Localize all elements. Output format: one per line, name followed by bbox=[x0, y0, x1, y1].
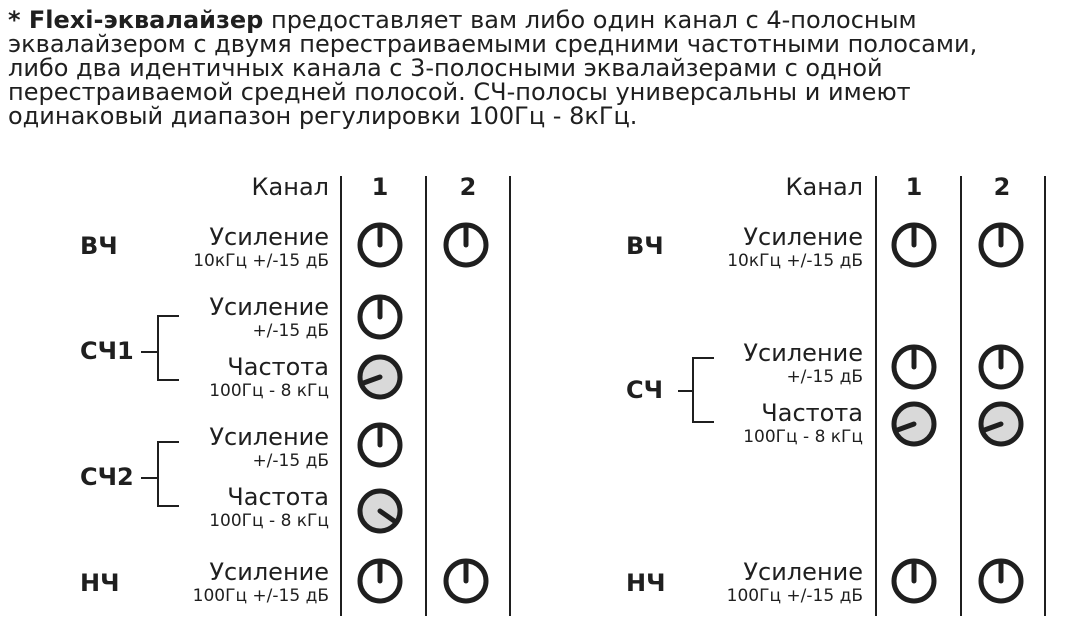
mf1-gain-label: Усиление bbox=[209, 293, 329, 321]
bracket-stem bbox=[141, 351, 157, 353]
band-bracket bbox=[157, 441, 179, 507]
mf1-gain-range: +/-15 дБ bbox=[252, 321, 329, 341]
band-mf2-label: СЧ2 bbox=[80, 463, 134, 491]
gain-knob-icon[interactable] bbox=[442, 557, 490, 605]
gain-knob-icon[interactable] bbox=[890, 343, 938, 391]
mf-freq-range: 100Гц - 8 кГц bbox=[743, 427, 863, 447]
band-hf-label: ВЧ bbox=[626, 232, 664, 260]
column-divider bbox=[960, 176, 962, 616]
lf-gain-range: 100Гц +/-15 дБ bbox=[726, 586, 863, 606]
mf2-freq-range: 100Гц - 8 кГц bbox=[209, 511, 329, 531]
mf-gain-range: +/-15 дБ bbox=[786, 367, 863, 387]
intro-line-1 bbox=[8, 8, 1076, 32]
channel-label: Канал bbox=[785, 173, 863, 201]
mf2-gain-label: Усиление bbox=[209, 423, 329, 451]
gain-knob-icon[interactable] bbox=[442, 221, 490, 269]
intro-line-2: эквалайзером с двумя перестраиваемыми средними частотными полосами, bbox=[8, 30, 978, 58]
frequency-knob-icon[interactable] bbox=[977, 400, 1025, 448]
band-mf-label: СЧ bbox=[626, 376, 664, 404]
hf-gain-label: Усиление bbox=[209, 223, 329, 251]
column-divider bbox=[1044, 176, 1046, 616]
column-divider bbox=[425, 176, 427, 616]
frequency-knob-icon[interactable] bbox=[890, 400, 938, 448]
column-divider bbox=[875, 176, 877, 616]
intro-line-5: одинаковый диапазон регулировки 100Гц - 8кГц. bbox=[8, 102, 638, 130]
frequency-knob-icon[interactable] bbox=[356, 487, 404, 535]
channel-1-header: 1 bbox=[371, 173, 389, 201]
intro-line-3: либо два идентичных канала с 3-полосными эквалайзерами с одной bbox=[8, 54, 883, 82]
bracket-stem bbox=[678, 390, 692, 392]
gain-knob-icon[interactable] bbox=[356, 557, 404, 605]
intro-title: * Flexi-эквалайзер bbox=[8, 6, 264, 34]
band-bracket bbox=[157, 315, 179, 381]
band-lf-label: НЧ bbox=[626, 569, 666, 597]
band-lf-label: НЧ bbox=[80, 569, 120, 597]
channel-1-header: 1 bbox=[905, 173, 923, 201]
gain-knob-icon[interactable] bbox=[890, 557, 938, 605]
mf2-freq-label: Частота bbox=[227, 483, 329, 511]
channel-2-header: 2 bbox=[993, 173, 1011, 201]
channel-2-header: 2 bbox=[459, 173, 477, 201]
gain-knob-icon[interactable] bbox=[977, 343, 1025, 391]
intro-line-4: перестраиваемой средней полосой. СЧ-полосы универсальны и имеют bbox=[8, 78, 911, 106]
lf-gain-label: Усиление bbox=[743, 558, 863, 586]
bracket-stem bbox=[141, 477, 157, 479]
mf-freq-label: Частота bbox=[761, 399, 863, 427]
channel-label: Канал bbox=[251, 173, 329, 201]
gain-knob-icon[interactable] bbox=[890, 221, 938, 269]
band-hf-label: ВЧ bbox=[80, 232, 118, 260]
intro-text bbox=[8, 8, 1076, 128]
hf-gain-label: Усиление bbox=[743, 223, 863, 251]
mf2-gain-range: +/-15 дБ bbox=[252, 451, 329, 471]
hf-gain-range: 10кГц +/-15 дБ bbox=[193, 251, 329, 271]
intro-line-1-text: предоставляет вам либо один канал с 4-полосным bbox=[263, 6, 917, 34]
mf1-freq-label: Частота bbox=[227, 353, 329, 381]
lf-gain-label: Усиление bbox=[209, 558, 329, 586]
column-divider bbox=[509, 176, 511, 616]
gain-knob-icon[interactable] bbox=[356, 421, 404, 469]
gain-knob-icon[interactable] bbox=[977, 557, 1025, 605]
gain-knob-icon[interactable] bbox=[356, 293, 404, 341]
gain-knob-icon[interactable] bbox=[977, 221, 1025, 269]
band-bracket bbox=[692, 357, 714, 423]
gain-knob-icon[interactable] bbox=[356, 221, 404, 269]
column-divider bbox=[340, 176, 342, 616]
hf-gain-range: 10кГц +/-15 дБ bbox=[727, 251, 863, 271]
mf1-freq-range: 100Гц - 8 кГц bbox=[209, 381, 329, 401]
band-mf1-label: СЧ1 bbox=[80, 337, 134, 365]
mf-gain-label: Усиление bbox=[743, 339, 863, 367]
frequency-knob-icon[interactable] bbox=[356, 353, 404, 401]
lf-gain-range: 100Гц +/-15 дБ bbox=[192, 586, 329, 606]
